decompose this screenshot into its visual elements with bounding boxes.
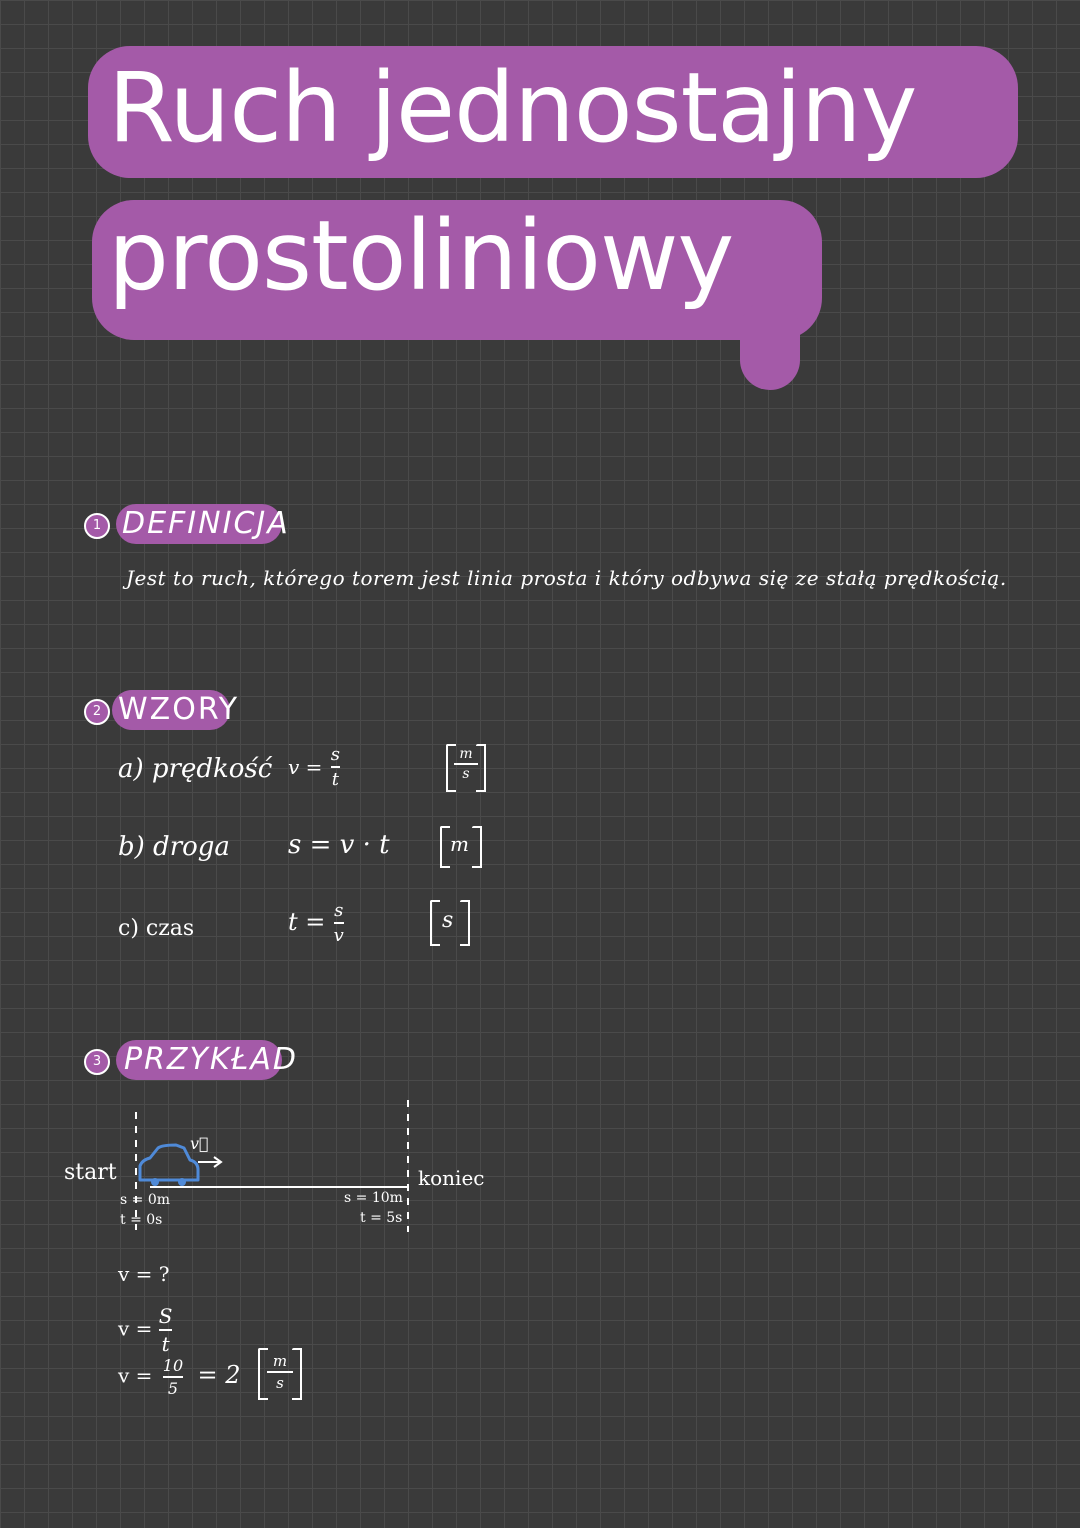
page-title-line1: Ruch jednostajny [108, 52, 917, 164]
unit-denominator: s [276, 1374, 284, 1392]
section-heading: WZORY [118, 692, 240, 727]
calc-numerator: 10 [162, 1356, 184, 1375]
formula-label: b) droga [118, 832, 230, 862]
definition-text: Jest to ruch, którego torem jest linia prosta i który odbywa się ze stałą prędkością. [126, 566, 1007, 590]
formula-distance: s = v · t [288, 830, 390, 860]
calc-numerator: S [158, 1304, 173, 1328]
unit-text: m [450, 832, 469, 856]
page-title-line2: prostoliniowy [108, 200, 734, 312]
formula-denominator: t [331, 769, 339, 790]
calc-step-unknown: v = ? [118, 1262, 170, 1286]
end-time: t = 5s [360, 1210, 403, 1226]
start-time: t = 0s [120, 1212, 163, 1228]
calc-lhs: v = [118, 1363, 153, 1388]
section-number-badge: 2 [84, 699, 110, 725]
calc-lhs: v = [118, 1316, 153, 1341]
section-heading: DEFINICJA [122, 506, 290, 541]
calc-result: = 2 [197, 1360, 241, 1389]
formula-numerator: s [334, 900, 344, 921]
section-number-badge: 3 [84, 1049, 110, 1075]
calc-step-formula [118, 1304, 172, 1356]
section-heading: PRZYKŁAD [124, 1042, 298, 1077]
start-distance: s = 0m [120, 1192, 170, 1208]
vector-label: v⃗ [190, 1134, 209, 1153]
calc-denominator: 5 [167, 1379, 179, 1398]
section-number-badge: 1 [84, 513, 110, 539]
unit-text: s [442, 908, 454, 933]
formula-lhs: t = [288, 908, 326, 936]
formula-lhs: v = [288, 755, 323, 779]
unit-numerator: m [459, 746, 473, 762]
formula-label: a) prędkość [118, 754, 273, 784]
unit-numerator: m [272, 1352, 288, 1370]
formula-denominator: v [333, 925, 344, 946]
formula-numerator: s [330, 744, 340, 765]
calc-denominator: t [161, 1332, 170, 1356]
start-label: start [64, 1160, 117, 1185]
formula-label: c) czas [118, 916, 195, 941]
unit-box [258, 1348, 302, 1398]
end-label: koniec [418, 1166, 485, 1190]
unit-denominator: s [462, 766, 470, 782]
end-distance: s = 10m [344, 1190, 403, 1206]
calc-step-result [118, 1356, 241, 1398]
